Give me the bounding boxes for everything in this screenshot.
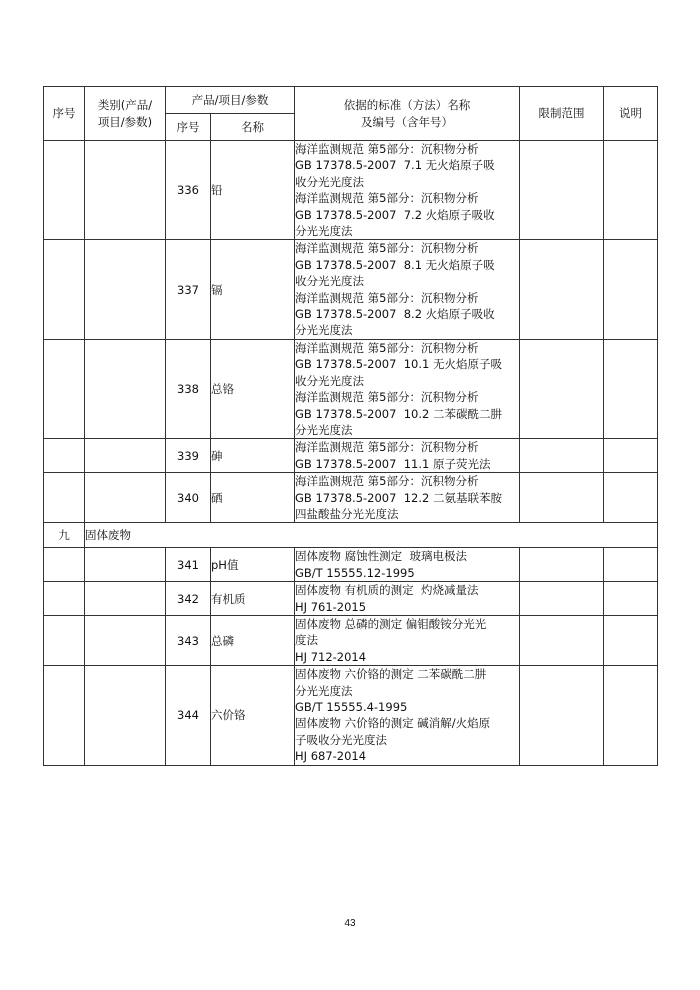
header-seq: 序号	[44, 87, 85, 141]
header-limit: 限制范围	[520, 87, 604, 141]
standard-basis	[295, 473, 520, 523]
standard-line: 固体废物 有机质的测定 灼烧减量法	[295, 583, 479, 598]
header-basis-line1: 依据的标准（方法）名称	[343, 97, 471, 112]
standard-line: 分光光度法	[295, 224, 353, 239]
cell-limit	[520, 582, 604, 616]
cell-seq	[44, 240, 85, 339]
item-name: 六价铬	[211, 666, 295, 765]
standard-line: GB 17378.5-2007 8.1 无火焰原子吸	[295, 257, 495, 272]
standard-line: GB/T 15555.4-1995	[295, 700, 408, 714]
item-name: 总铬	[211, 339, 295, 438]
cell-seq	[44, 548, 85, 582]
cell-category	[85, 615, 166, 665]
standard-line: 分光光度法	[295, 422, 353, 437]
item-name: pH值	[211, 548, 295, 582]
cell-category	[85, 439, 166, 473]
standard-basis	[295, 141, 520, 240]
item-name: 砷	[211, 439, 295, 473]
cell-limit	[520, 240, 604, 339]
standard-line: GB 17378.5-2007 11.1 原子荧光法	[295, 456, 491, 471]
standard-line: 固体废物 六价铬的测定 二苯碳酰二肼	[295, 667, 487, 682]
item-name: 铅	[211, 141, 295, 240]
standard-line: 四盐酸盐分光光度法	[295, 506, 399, 521]
header-group: 产品/项目/参数	[166, 87, 295, 114]
standard-line: 子吸收分光光度法	[295, 732, 387, 747]
cell-seq	[44, 141, 85, 240]
cell-limit	[520, 339, 604, 438]
cell-category	[85, 582, 166, 616]
section-name: 固体废物	[85, 523, 658, 548]
cell-note	[604, 240, 658, 339]
cell-seq	[44, 439, 85, 473]
header-category-line1: 类别(产品/	[97, 97, 153, 112]
standard-line: 分光光度法	[295, 323, 353, 338]
cell-note	[604, 439, 658, 473]
cell-category	[85, 141, 166, 240]
table-row	[44, 240, 658, 339]
table-row	[44, 473, 658, 523]
standard-line: 海洋监测规范 第5部分：沉积物分析	[295, 290, 479, 305]
item-number: 342	[166, 582, 211, 616]
standard-line: 固体废物 腐蚀性测定 玻璃电极法	[295, 549, 467, 564]
table-row	[44, 548, 658, 582]
cell-category	[85, 240, 166, 339]
header-row-1	[44, 87, 658, 114]
standard-basis	[295, 615, 520, 665]
cell-note	[604, 473, 658, 523]
item-name: 总磷	[211, 615, 295, 665]
standard-basis	[295, 582, 520, 616]
table-row	[44, 339, 658, 438]
table-row	[44, 439, 658, 473]
cell-limit	[520, 141, 604, 240]
standard-line: 度法	[295, 633, 318, 648]
standard-line: 收分光光度法	[295, 373, 364, 388]
item-name: 硒	[211, 473, 295, 523]
header-sub-seq: 序号	[166, 114, 211, 141]
header-sub-name: 名称	[211, 114, 295, 141]
standard-line: 海洋监测规范 第5部分：沉积物分析	[295, 191, 479, 206]
item-number: 339	[166, 439, 211, 473]
standard-line: HJ 761-2015	[295, 599, 367, 614]
standard-basis	[295, 666, 520, 765]
table-row	[44, 141, 658, 240]
cell-category	[85, 666, 166, 765]
standard-basis	[295, 240, 520, 339]
cell-note	[604, 141, 658, 240]
standard-line: 海洋监测规范 第5部分：沉积物分析	[295, 340, 479, 355]
standard-line: 海洋监测规范 第5部分：沉积物分析	[295, 142, 479, 156]
standard-line: HJ 687-2014	[295, 749, 367, 764]
standard-line: GB 17378.5-2007 10.2 二苯碳酰二肼	[295, 406, 502, 421]
cell-category	[85, 548, 166, 582]
standard-line: 海洋监测规范 第5部分：沉积物分析	[295, 241, 479, 256]
cell-seq	[44, 339, 85, 438]
cell-seq	[44, 582, 85, 616]
item-number: 336	[166, 141, 211, 240]
header-basis	[295, 87, 520, 141]
item-number: 337	[166, 240, 211, 339]
cell-limit	[520, 473, 604, 523]
item-number: 344	[166, 666, 211, 765]
cell-seq	[44, 473, 85, 523]
standard-line: GB 17378.5-2007 8.2 火焰原子吸收	[295, 307, 495, 322]
table-row	[44, 666, 658, 765]
section-row	[44, 523, 658, 548]
item-name: 镉	[211, 240, 295, 339]
standard-line: GB 17378.5-2007 12.2 二氨基联苯胺	[295, 490, 502, 505]
header-basis-line2: 及编号（含年号）	[361, 114, 453, 129]
standard-line: 海洋监测规范 第5部分：沉积物分析	[295, 390, 479, 405]
item-number: 338	[166, 339, 211, 438]
cell-note	[604, 615, 658, 665]
cell-limit	[520, 439, 604, 473]
header-category	[85, 87, 166, 141]
table-body-solid-waste	[44, 548, 658, 765]
cell-category	[85, 473, 166, 523]
item-name: 有机质	[211, 582, 295, 616]
standard-line: HJ 712-2014	[295, 649, 367, 664]
standard-basis	[295, 439, 520, 473]
cell-limit	[520, 548, 604, 582]
table-row	[44, 615, 658, 665]
table-body-sediment	[44, 141, 658, 523]
header-note: 说明	[604, 87, 658, 141]
standard-line: 收分光光度法	[295, 174, 364, 189]
cell-category	[85, 339, 166, 438]
standard-line: 分光光度法	[295, 683, 353, 698]
cell-note	[604, 548, 658, 582]
item-number: 343	[166, 615, 211, 665]
item-number: 341	[166, 548, 211, 582]
standard-line: GB 17378.5-2007 10.1 无火焰原子吸	[295, 357, 502, 372]
cell-limit	[520, 615, 604, 665]
standard-line: 固体废物 六价铬的测定 碱消解/火焰原	[295, 716, 491, 731]
standard-line: GB 17378.5-2007 7.1 无火焰原子吸	[295, 158, 495, 173]
standard-line: 海洋监测规范 第5部分：沉积物分析	[295, 474, 479, 489]
standard-line: GB/T 15555.12-1995	[295, 565, 415, 580]
standard-basis	[295, 339, 520, 438]
section-row-group	[44, 523, 658, 548]
standard-line: 固体废物 总磷的测定 偏钼酸铵分光光	[295, 616, 487, 631]
header-category-line2: 项目/参数)	[97, 114, 153, 129]
standard-basis	[295, 548, 520, 582]
table-row	[44, 582, 658, 616]
cell-note	[604, 666, 658, 765]
cell-seq	[44, 666, 85, 765]
standard-line: 收分光光度法	[295, 274, 364, 289]
cell-note	[604, 339, 658, 438]
cell-note	[604, 582, 658, 616]
cell-seq	[44, 615, 85, 665]
standard-line: 海洋监测规范 第5部分：沉积物分析	[295, 440, 479, 455]
cell-limit	[520, 666, 604, 765]
page-number: 43	[344, 918, 356, 929]
item-number: 340	[166, 473, 211, 523]
section-number: 九	[44, 523, 85, 548]
standards-table	[43, 86, 658, 766]
standard-line: GB 17378.5-2007 7.2 火焰原子吸收	[295, 207, 495, 222]
